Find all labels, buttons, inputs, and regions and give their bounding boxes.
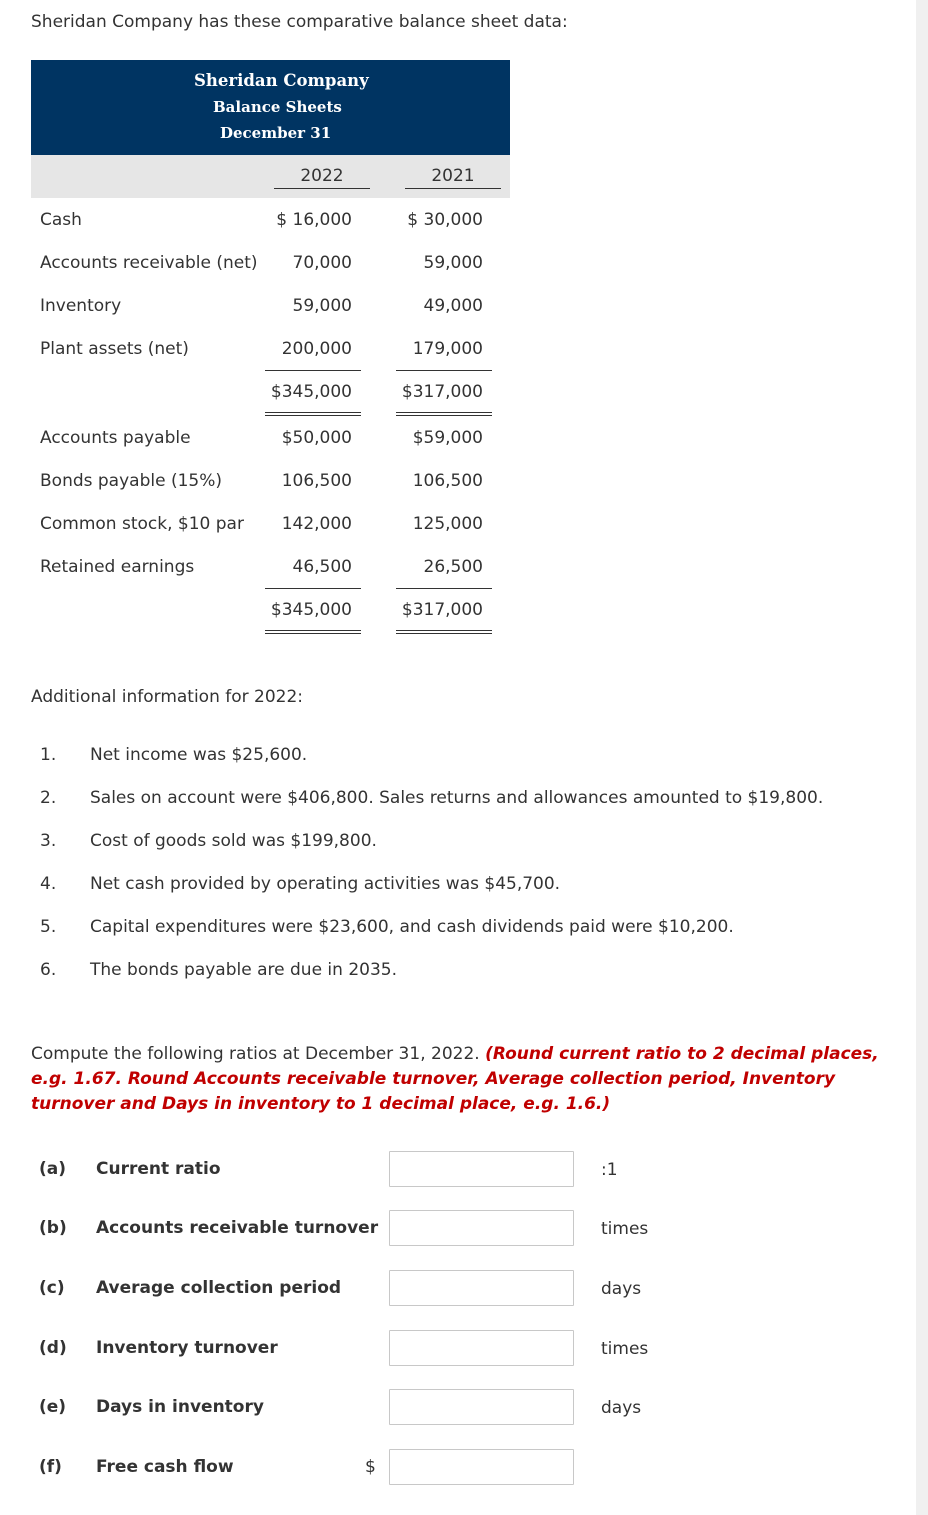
assets-subtotal-line-2022 [265,370,361,371]
question-letter: (c) [39,1278,65,1298]
days-in-inventory-input[interactable] [389,1389,574,1425]
year-2022-heading: 2022 [300,166,344,186]
assets-total-double-line-2022 [265,412,361,413]
list-item-text: The bonds payable are due in 2035. [90,960,397,980]
retained-earnings-2022: 46,500 [292,557,352,577]
row-label-cash: Cash [40,210,82,230]
liabilities-subtotal-line-2021 [396,588,492,589]
year-2021-underline [405,188,501,189]
question-letter: (e) [39,1397,67,1417]
list-item-number: 6. [40,960,57,980]
question-label-inventory-turnover: Inventory turnover [96,1338,278,1358]
question-label-avg-collection: Average collection period [96,1278,342,1298]
question-letter: (b) [39,1218,67,1238]
assets-total-double-line-2022-b [265,415,361,416]
question-label-current-ratio: Current ratio [96,1159,221,1179]
question-label-days-in-inventory: Days in inventory [96,1397,264,1417]
cash-2022: $ 16,000 [276,210,352,230]
row-label-plant-assets: Plant assets (net) [40,339,189,359]
assets-total-2022: $345,000 [270,382,352,402]
row-label-accounts-receivable: Accounts receivable (net) [40,253,258,273]
assets-total-2021: $317,000 [401,382,483,402]
assets-total-double-line-2021 [396,412,492,413]
list-item-number: 3. [40,831,57,851]
question-label-free-cash-flow: Free cash flow [96,1457,234,1477]
statement-date: December 31 [220,124,332,142]
avg-collection-period-input[interactable] [389,1270,574,1306]
common-stock-2022: 142,000 [281,514,352,534]
list-item-text: Sales on account were $406,800. Sales returns and allowances amounted to $19,800. [90,788,824,808]
unit-label: days [601,1398,642,1418]
liabilities-total-double-line-2022 [265,630,361,631]
year-2022-underline [274,188,370,189]
list-item-number: 4. [40,874,57,894]
ar-turnover-input[interactable] [389,1210,574,1246]
liabilities-total-2022: $345,000 [270,600,352,620]
dollar-prefix: $ [365,1457,376,1477]
retained-earnings-2021: 26,500 [423,557,483,577]
question-label-ar-turnover: Accounts receivable turnover [96,1218,379,1238]
liabilities-subtotal-line-2022 [265,588,361,589]
instructions-text: Compute the following ratios at December 31, 2022. [31,1044,486,1064]
row-label-inventory: Inventory [40,296,122,316]
inventory-turnover-input[interactable] [389,1330,574,1366]
unit-label: :1 [601,1160,618,1180]
company-name: Sheridan Company [194,71,369,90]
statement-title: Balance Sheets [213,98,342,116]
question-letter: (a) [39,1159,67,1179]
additional-info-heading: Additional information for 2022: [31,687,304,707]
inventory-2021: 49,000 [423,296,483,316]
assets-total-double-line-2021-b [396,415,492,416]
unit-label: times [601,1219,649,1239]
accounts-receivable-2022: 70,000 [292,253,352,273]
list-item-text: Net income was $25,600. [90,745,308,765]
cash-2021: $ 30,000 [407,210,483,230]
liabilities-total-double-line-2022-b [265,633,361,634]
list-item-number: 5. [40,917,57,937]
balance-sheet-header [31,60,510,155]
list-item-text: Net cash provided by operating activities was $45,700. [90,874,561,894]
assets-subtotal-line-2021 [396,370,492,371]
question-letter: (d) [39,1338,67,1358]
liabilities-total-double-line-2021 [396,630,492,631]
free-cash-flow-input[interactable] [389,1449,574,1485]
liabilities-total-2021: $317,000 [401,600,483,620]
plant-assets-2021: 179,000 [412,339,483,359]
accounts-payable-2022: $50,000 [281,428,352,448]
rounding-instructions: (Round current ratio to 2 decimal places, e.g. 1.67. Round Accounts receivable turnover, Average collection period, Inventory turnover and Days in inventory to 1 decimal place, e.g. 1.6.) [31,1044,879,1114]
list-item-number: 1. [40,745,57,765]
unit-label: days [601,1279,642,1299]
row-label-accounts-payable: Accounts payable [40,428,191,448]
question-letter: (f) [39,1457,62,1477]
row-label-bonds-payable: Bonds payable (15%) [40,471,223,491]
intro-text: Sheridan Company has these comparative balance sheet data: [31,12,568,32]
year-2021-heading: 2021 [431,166,475,186]
list-item-text: Cost of goods sold was $199,800. [90,831,377,851]
current-ratio-input[interactable] [389,1151,574,1187]
accounts-payable-2021: $59,000 [412,428,483,448]
bonds-payable-2022: 106,500 [281,471,352,491]
page-scroll-gutter [916,0,928,1515]
bonds-payable-2021: 106,500 [412,471,483,491]
common-stock-2021: 125,000 [412,514,483,534]
liabilities-total-double-line-2021-b [396,633,492,634]
row-label-common-stock: Common stock, $10 par [40,514,244,534]
accounts-receivable-2021: 59,000 [423,253,483,273]
plant-assets-2022: 200,000 [281,339,352,359]
inventory-2022: 59,000 [292,296,352,316]
instructions [31,1042,891,1117]
list-item-text: Capital expenditures were $23,600, and cash dividends paid were $10,200. [90,917,734,937]
list-item-number: 2. [40,788,57,808]
row-label-retained-earnings: Retained earnings [40,557,195,577]
unit-label: times [601,1339,649,1359]
